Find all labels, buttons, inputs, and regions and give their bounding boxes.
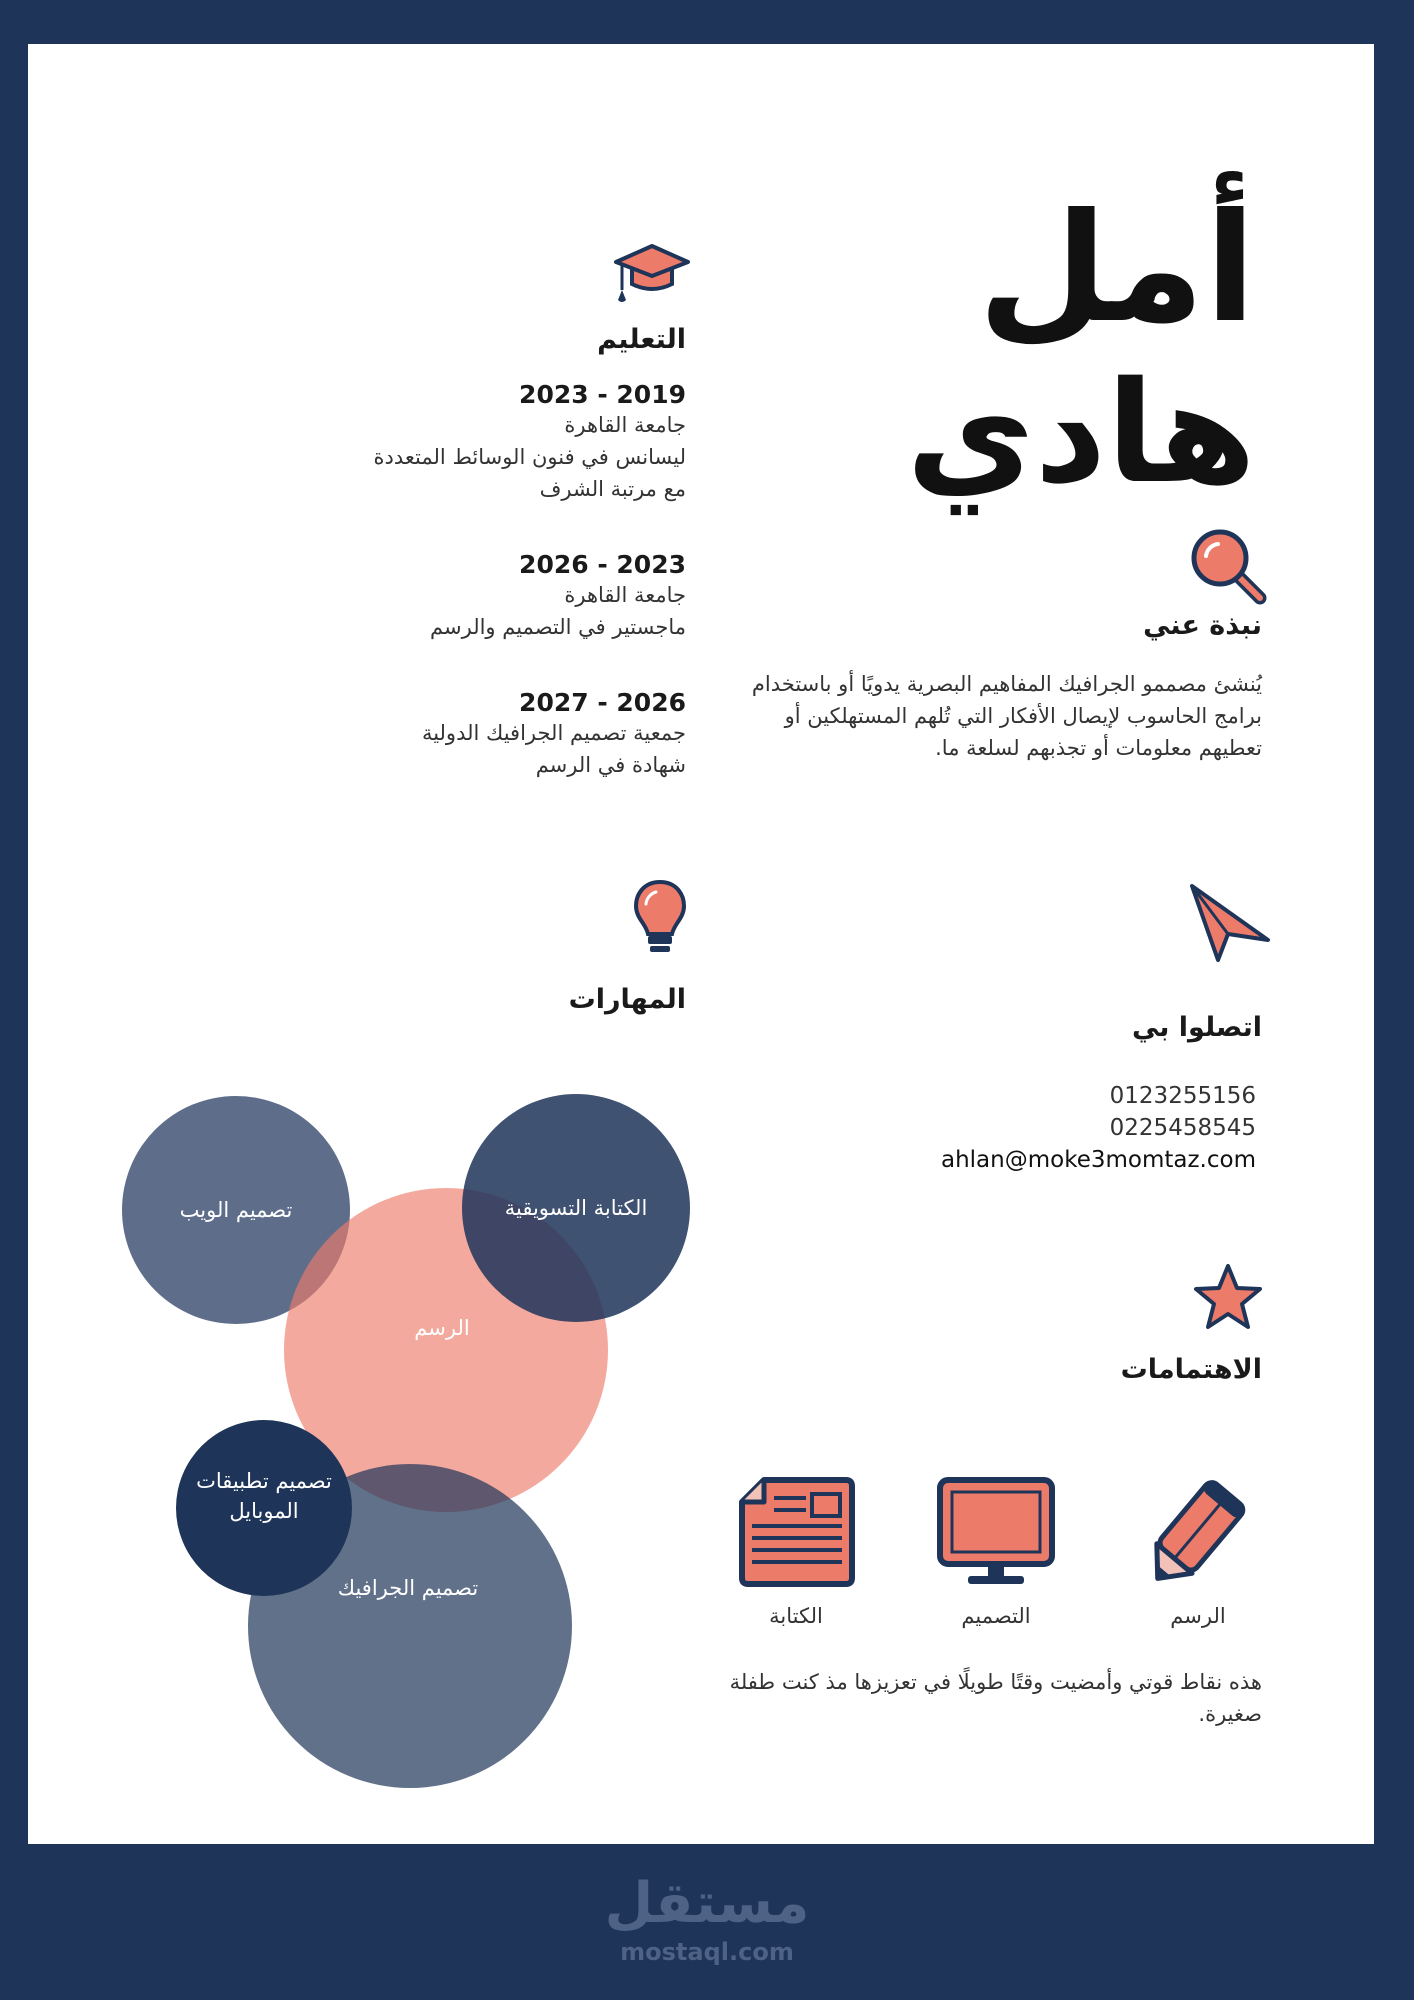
about-text: يُنشئ مصممو الجرافيك المفاهيم البصرية يدويًا أو باستخدام برامج الحاسوب لإيصال الأفكار التي تُلهم المستهلكين أو تعطيهم معلومات أو تجذبهم لسلعة ما. — [751, 672, 1262, 760]
education-line: مع مرتبة الشرف — [539, 477, 686, 501]
paper-plane-icon — [1188, 882, 1272, 964]
education-years: 2027 - 2026 — [519, 688, 686, 717]
interest-label-drawing: الرسم — [1170, 1604, 1226, 1628]
phone-number: 0225458545 — [1109, 1115, 1256, 1141]
monitor-icon — [936, 1476, 1056, 1588]
pencil-icon — [1136, 1476, 1254, 1592]
education-line: جامعة القاهرة — [564, 583, 686, 607]
watermark-url: mostaql.com — [620, 1938, 794, 1966]
education-line: جمعية تصميم الجرافيك الدولية — [421, 721, 686, 745]
contact-title: اتصلوا بي — [1131, 1012, 1262, 1043]
newspaper-icon — [738, 1476, 856, 1588]
interest-label-writing: الكتابة — [769, 1604, 823, 1628]
skill-label-web: تصميم الويب — [179, 1198, 293, 1222]
skill-label-copywriting: الكتابة التسويقية — [504, 1196, 648, 1220]
contact-details — [836, 1080, 1256, 1176]
name-first: أمل — [977, 182, 1256, 356]
interest-label-design: التصميم — [961, 1604, 1031, 1628]
graduation-cap-icon — [612, 240, 692, 306]
email-address: ahlan@moke3momtaz.com — [941, 1147, 1256, 1173]
education-years: 2023 - 2019 — [519, 380, 686, 409]
watermark-logo: مستقل — [604, 1871, 810, 1936]
phone-number: 0123255156 — [1109, 1083, 1256, 1109]
resume-page — [28, 44, 1374, 1844]
skill-label-drawing: الرسم — [414, 1316, 470, 1340]
lightbulb-icon — [632, 878, 688, 958]
skills-title: المهارات — [568, 984, 686, 1015]
interests-title: الاهتمامات — [1120, 1354, 1262, 1385]
interests-text: هذه نقاط قوتي وأمضيت وقتًا طويلًا في تعزيزها مذ كنت طفلة صغيرة. — [729, 1670, 1262, 1726]
skill-label-mobile: تصميم تطبيقات الموبايل — [196, 1469, 332, 1523]
education-years: 2026 - 2023 — [519, 550, 686, 579]
skills-bubble-chart — [28, 1064, 728, 1844]
skill-label-graphic: تصميم الجرافيك — [337, 1576, 479, 1600]
education-line: ليسانس في فنون الوسائط المتعددة — [373, 445, 686, 469]
education-line: شهادة في الرسم — [535, 753, 686, 777]
education-line: ماجستير في التصميم والرسم — [430, 615, 686, 639]
education-entry — [266, 688, 686, 781]
education-entry — [266, 550, 686, 643]
education-title: التعليم — [597, 324, 686, 355]
education-line: جامعة القاهرة — [564, 413, 686, 437]
education-entry — [266, 380, 686, 505]
star-icon — [1192, 1262, 1264, 1332]
magnifier-icon — [1188, 526, 1268, 606]
name-last: هادي — [906, 352, 1256, 515]
about-title: نبذة عني — [1143, 610, 1262, 641]
